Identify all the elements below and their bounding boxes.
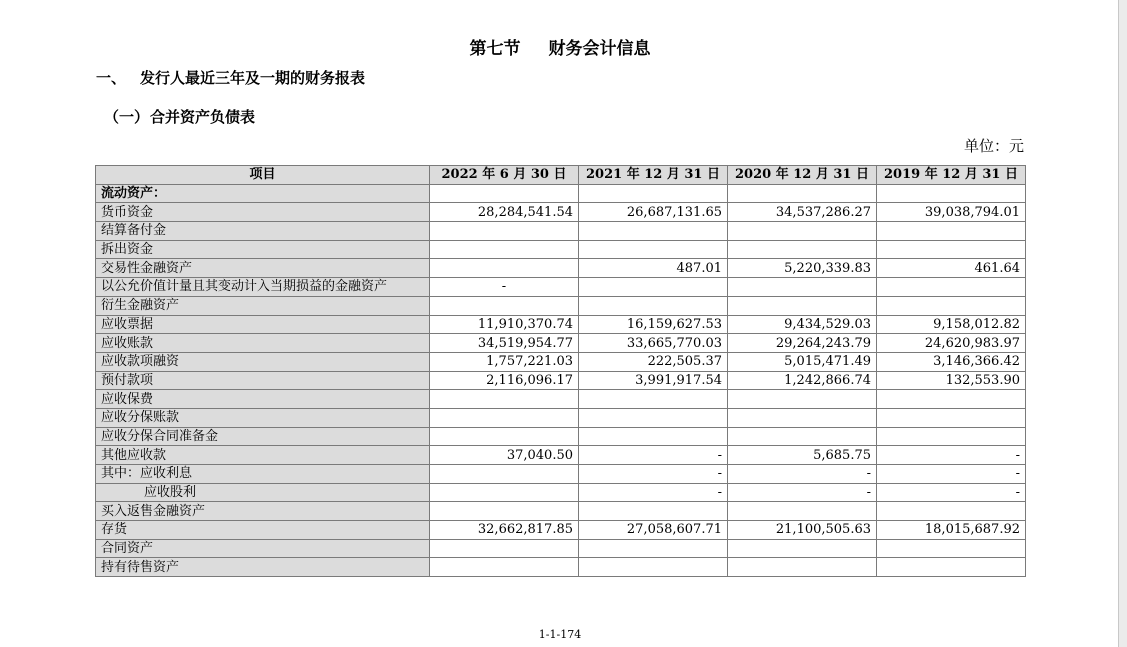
table-row (96, 427, 1026, 446)
table-row (96, 315, 1026, 334)
row-label: 结算备付金 (96, 222, 430, 241)
table-row (96, 483, 1026, 502)
heading-2-text: 合并资产负债表 (150, 108, 256, 126)
row-label: 应收保费 (96, 390, 430, 409)
row-value: 5,220,339.83 (728, 259, 877, 278)
table-row (96, 352, 1026, 371)
row-value (579, 240, 728, 259)
table-row (96, 278, 1026, 297)
row-value: - (579, 483, 728, 502)
row-value (430, 408, 579, 427)
row-value (430, 427, 579, 446)
row-value (579, 278, 728, 297)
row-value: 487.01 (579, 259, 728, 278)
row-value (877, 184, 1026, 203)
row-value (728, 296, 877, 315)
row-label: 应收股利 (96, 483, 430, 502)
table-row (96, 334, 1026, 353)
heading-level-1 (96, 67, 365, 88)
row-value: 1,242,866.74 (728, 371, 877, 390)
row-value (430, 390, 579, 409)
row-label: 以公允价值计量且其变动计入当期损益的金融资产 (96, 278, 430, 297)
row-label: 持有待售资产 (96, 558, 430, 577)
unit-label: 单位：元 (963, 137, 1024, 155)
row-value: 9,434,529.03 (728, 315, 877, 334)
row-value (579, 390, 728, 409)
page-number: 1-1-174 (538, 628, 582, 641)
row-value: 28,284,541.54 (430, 203, 579, 222)
row-value: 39,038,794.01 (877, 203, 1026, 222)
row-value: 461.64 (877, 259, 1026, 278)
row-value (430, 259, 579, 278)
row-value: 29,264,243.79 (728, 334, 877, 353)
page-edge-scrollbar[interactable] (1118, 0, 1127, 647)
row-value: - (728, 483, 877, 502)
row-value (579, 502, 728, 521)
row-value (579, 222, 728, 241)
row-value: 5,685.75 (728, 446, 877, 465)
row-value (430, 465, 579, 484)
row-value: 34,537,286.27 (728, 203, 877, 222)
row-value (728, 558, 877, 577)
row-value: 132,553.90 (877, 371, 1026, 390)
header-2020-12-31: 2020 年 12 月 31 日 (728, 166, 877, 185)
header-2022-06-30: 2022 年 6 月 30 日 (430, 166, 579, 185)
row-value (877, 240, 1026, 259)
table-row (96, 465, 1026, 484)
row-label: 应收账款 (96, 334, 430, 353)
row-value (728, 390, 877, 409)
row-value (579, 296, 728, 315)
row-value: - (579, 465, 728, 484)
row-value (579, 558, 728, 577)
row-value (728, 539, 877, 558)
heading-1-text: 发行人最近三年及一期的财务报表 (140, 69, 366, 87)
row-value (579, 408, 728, 427)
row-value: 222,505.37 (579, 352, 728, 371)
row-value (877, 408, 1026, 427)
row-value: 32,662,817.85 (430, 521, 579, 540)
table-row (96, 390, 1026, 409)
row-value: 1,757,221.03 (430, 352, 579, 371)
section-title (0, 34, 1120, 59)
row-label: 存货 (96, 521, 430, 540)
row-value: - (728, 465, 877, 484)
row-label: 流动资产： (96, 184, 430, 203)
row-label: 应收分保账款 (96, 408, 430, 427)
row-value (877, 558, 1026, 577)
row-value (877, 427, 1026, 446)
row-value: 27,058,607.71 (579, 521, 728, 540)
row-value (877, 296, 1026, 315)
table-row (96, 259, 1026, 278)
row-value (877, 278, 1026, 297)
row-value: 5,015,471.49 (728, 352, 877, 371)
row-value: - (877, 483, 1026, 502)
row-label: 应收票据 (96, 315, 430, 334)
row-value (728, 278, 877, 297)
balance-sheet-table (95, 165, 1026, 577)
row-value (430, 184, 579, 203)
table-row (96, 371, 1026, 390)
row-value (430, 539, 579, 558)
table-header-row (96, 166, 1026, 185)
row-value: 21,100,505.63 (728, 521, 877, 540)
header-2021-12-31: 2021 年 12 月 31 日 (579, 166, 728, 185)
row-value (579, 539, 728, 558)
table-row (96, 184, 1026, 203)
heading-2-number: （一） (104, 108, 150, 126)
heading-1-number: 一、 (96, 69, 127, 87)
row-value: - (877, 465, 1026, 484)
row-value: 2,116,096.17 (430, 371, 579, 390)
row-value (430, 222, 579, 241)
table-row (96, 539, 1026, 558)
row-value (579, 427, 728, 446)
row-label: 货币资金 (96, 203, 430, 222)
row-value: 16,159,627.53 (579, 315, 728, 334)
header-item: 项目 (96, 166, 430, 185)
table-row (96, 558, 1026, 577)
row-value: 34,519,954.77 (430, 334, 579, 353)
row-value: 33,665,770.03 (579, 334, 728, 353)
row-value: - (430, 278, 579, 297)
row-value: 11,910,370.74 (430, 315, 579, 334)
row-label: 合同资产 (96, 539, 430, 558)
row-value: 3,146,366.42 (877, 352, 1026, 371)
row-value (728, 408, 877, 427)
row-label: 衍生金融资产 (96, 296, 430, 315)
table-row (96, 521, 1026, 540)
row-label: 应收分保合同准备金 (96, 427, 430, 446)
section-number: 第七节 (469, 39, 521, 59)
row-value: 24,620,983.97 (877, 334, 1026, 353)
table-row (96, 408, 1026, 427)
row-value: 9,158,012.82 (877, 315, 1026, 334)
table-row (96, 502, 1026, 521)
row-value: 3,991,917.54 (579, 371, 728, 390)
row-value (430, 558, 579, 577)
section-title-text: 财务会计信息 (548, 39, 651, 59)
row-value: 37,040.50 (430, 446, 579, 465)
table-row (96, 296, 1026, 315)
row-label: 预付款项 (96, 371, 430, 390)
row-value (728, 240, 877, 259)
row-value (728, 222, 877, 241)
row-label: 交易性金融资产 (96, 259, 430, 278)
row-label: 拆出资金 (96, 240, 430, 259)
heading-level-2 (104, 106, 255, 127)
row-value (430, 296, 579, 315)
row-value (430, 240, 579, 259)
row-value (430, 502, 579, 521)
row-value: 26,687,131.65 (579, 203, 728, 222)
row-label: 买入返售金融资产 (96, 502, 430, 521)
row-value (430, 483, 579, 502)
row-value: 18,015,687.92 (877, 521, 1026, 540)
header-2019-12-31: 2019 年 12 月 31 日 (877, 166, 1026, 185)
row-value (728, 184, 877, 203)
table-row (96, 240, 1026, 259)
row-label: 应收款项融资 (96, 352, 430, 371)
row-value: - (877, 446, 1026, 465)
row-value (877, 502, 1026, 521)
row-value: - (579, 446, 728, 465)
row-value (728, 427, 877, 446)
table-row (96, 222, 1026, 241)
row-label: 其中：应收利息 (96, 465, 430, 484)
row-value (728, 502, 877, 521)
row-label: 其他应收款 (96, 446, 430, 465)
row-value (877, 390, 1026, 409)
table-row (96, 203, 1026, 222)
table-row (96, 446, 1026, 465)
row-value (579, 184, 728, 203)
row-value (877, 222, 1026, 241)
row-value (877, 539, 1026, 558)
